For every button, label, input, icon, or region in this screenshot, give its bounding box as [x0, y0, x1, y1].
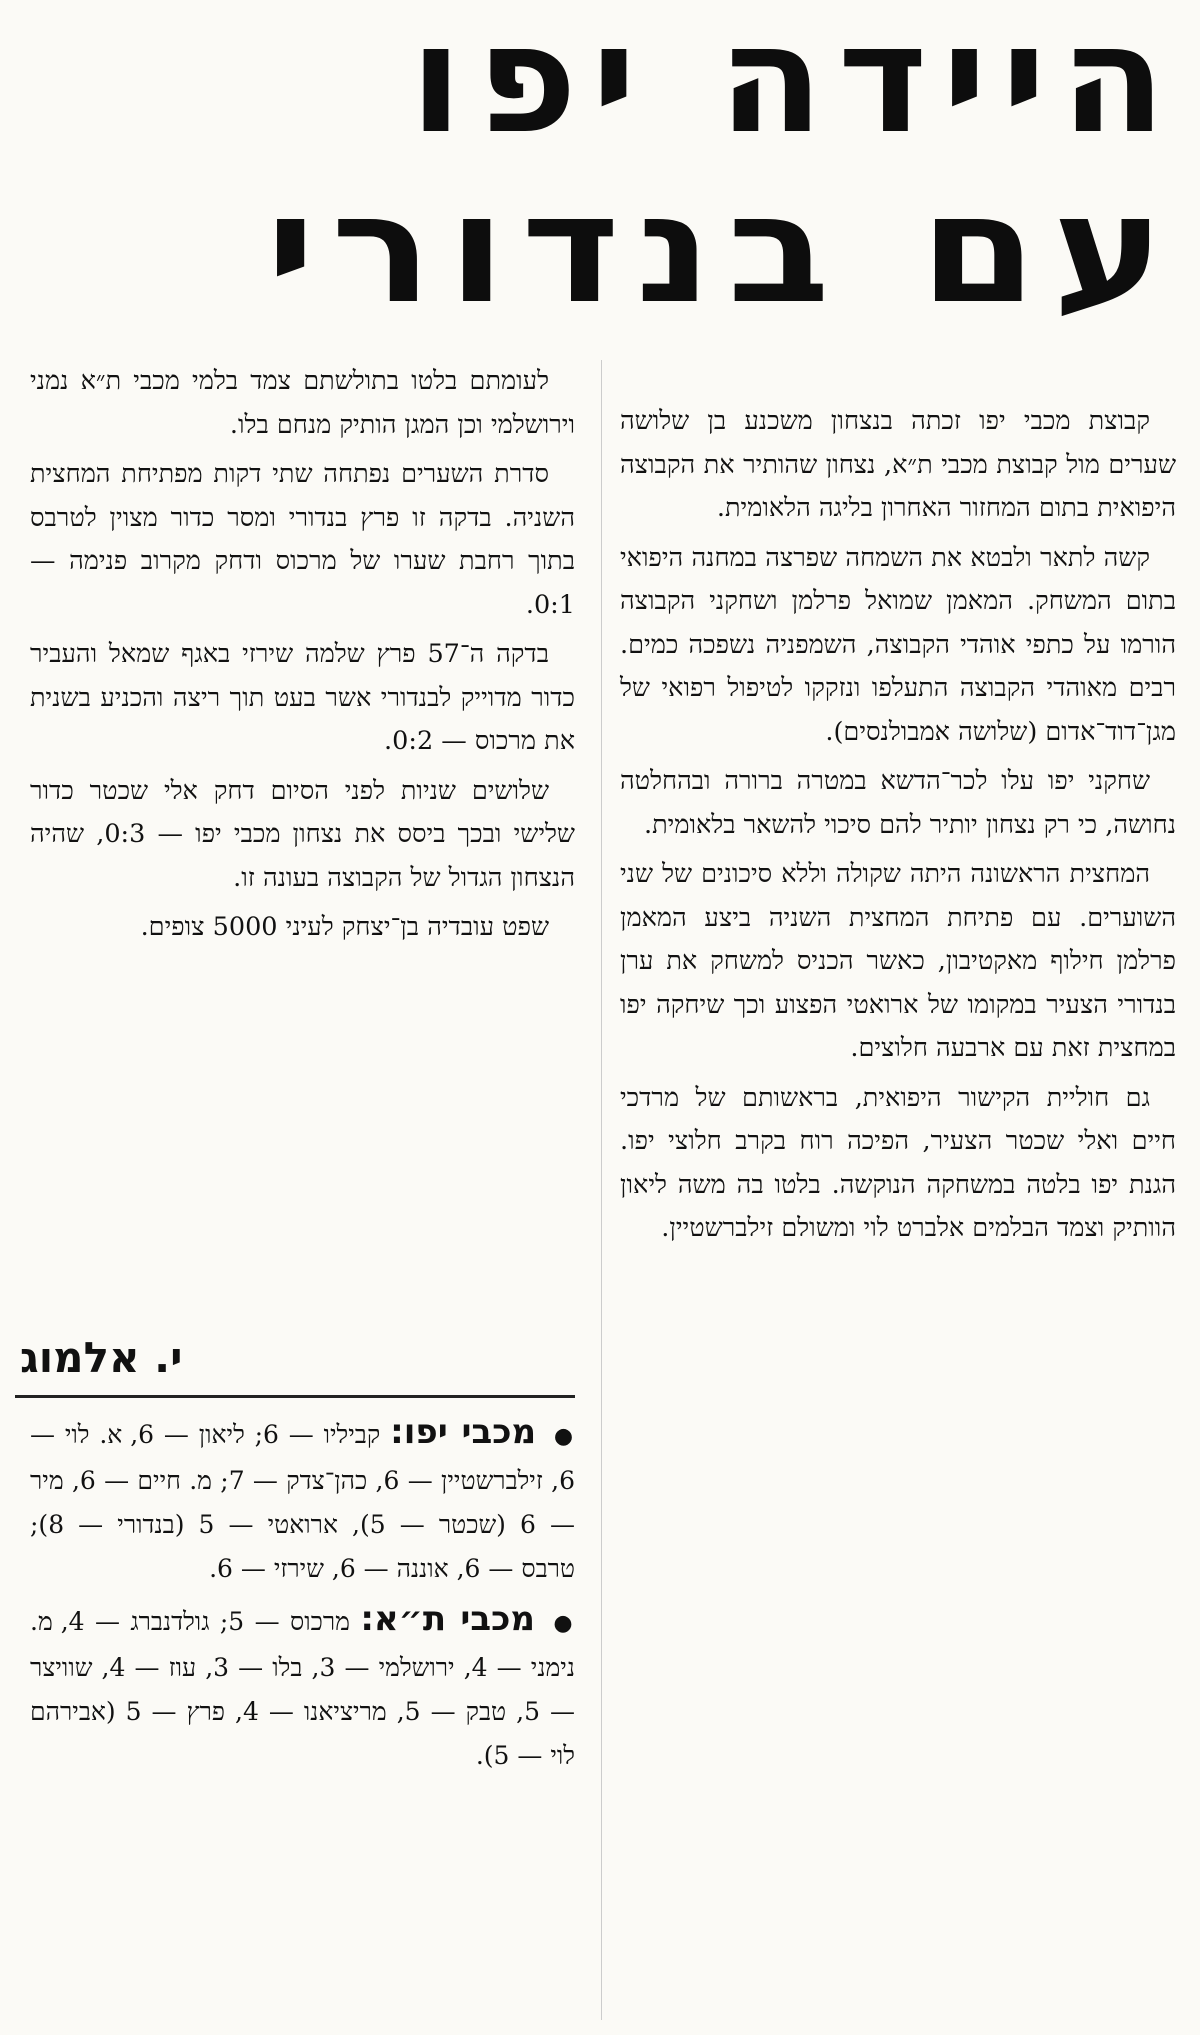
lineup-entry: [30, 1410, 575, 1591]
headline-line-1: היידה יפו: [409, 0, 1180, 167]
paragraph: בדקה ה־57 פרץ שלמה שירזי באגף שמאל והעביר כדור מדוייק לבנדורי אשר בעט תוך ריצה והכניע בשנית את מרכוס — 0:2.: [30, 639, 575, 756]
paragraph: שלושים שניות לפני הסיום דחק אלי שכטר כדור שלישי ובכך ביסס את נצחון מכבי יפו — 0:3, שהיה הנצחון הגדול של הקבוצה בעונה זו.: [30, 775, 575, 893]
paragraph: גם חוליית הקישור היפואית, בראשותם של מרדכי חיים ואלי שכטר הצעיר, הפיכה רוח בקרב חלוצי יפו. הגנת יפו בלטה במשחקה הנוקשה. בלטו בה משה ליאון הוותיק וצמד הבלמים אלברט לוי ומשולם זילברשטיין.: [620, 1082, 1176, 1243]
paragraph: לעומתם בלטו בתולשתם צמד בלמי מכבי ת״א נמני וירושלמי וכן המגן הותיק מנחם בלו.: [30, 366, 575, 440]
paragraph: קבוצת מכבי יפו זכתה בנצחון משכנע בן שלושה שערים מול קבוצת מכבי ת״א, נצחון שהותיר את הקבוצה היפואית בתום המחזור האחרון בליגה הלאומית.: [620, 406, 1176, 523]
lineup-entry: [30, 1597, 575, 1778]
paragraph: המחצית הראשונה היתה שקולה וללא סיכונים של שני השוערים. עם פתיחת המחצית השניה ביצע המאמן פרלמן חילוף מאקטיבון, כאשר הכניס למשחק את ערן בנדורי הצעיר במקומו של ארואטי הפצוע וכך שיחקה יפו במחצית זאת עם ארבעה חלוצים.: [620, 859, 1176, 1063]
team-name: מכבי ת״א:: [360, 1599, 535, 1639]
paragraph: קשה לתאר ולבטא את השמחה שפרצה במחנה היפואי בתום המשחק. המאמן שמואל פרלמן ושחקני הקבוצה הורמו על כתפי אוהדי הקבוצה, השמפניה נשפכה כמים. רבים מאוהדי הקבוצה התעלפו ונזקקו לטיפול רפואי של מגן־דוד־אדום (שלושה אמבולנסים).: [620, 542, 1176, 747]
column-divider: [601, 360, 602, 2020]
team-name: מכבי יפו:: [390, 1412, 537, 1452]
bullet-icon: ●: [553, 1611, 575, 1636]
paragraph: שפט עובדיה בן־יצחק לעיני 5000 צופים.: [140, 912, 549, 942]
player-ratings: מרכוס — 5; גולדנברג — 4, מ. נימני — 4, ירושלמי — 3, בלו — 3, עוז — 4, שוויצר — 5, טבק — 5, מריציאנו — 4, פרץ — 5 (אבירהם לוי — 5).: [30, 1607, 575, 1770]
paragraph: סדרת השערים נפתחה שתי דקות מפתיחת המחצית השניה. בדקה זו פרץ בנדורי ומסר כדור מצוין לטרבס בתוך רחבת שערו של מרכוס ודחק מקרוב פנימה — 0:1.: [30, 459, 575, 620]
section-divider: [15, 1395, 575, 1398]
article-column-left: [30, 360, 575, 950]
author-byline: י. אלמוג: [20, 1333, 183, 1382]
headline: [265, 0, 1200, 337]
paragraph: שחקני יפו עלו לכר־הדשא במטרה ברורה ובהחלטה נחושה, כי רק נצחון יותיר להם סיכוי להשאר בלאומית.: [620, 766, 1176, 840]
article-column-right: [620, 400, 1176, 1251]
bullet-icon: ●: [553, 1424, 576, 1449]
headline-line-2: עם בנדורי: [265, 163, 1180, 337]
player-ratings: קביליו — 6; ליאון — 6, א. לוי — 6, זילברשטיין — 6, כהן־צדק — 7; מ. חיים — 6, מיר — 6 (שכטר — 5), ארואטי — 5 (בנדורי — 8); טרבס — 6, אוננה — 6, שירזי — 6.: [30, 1420, 575, 1583]
team-lineups: [30, 1410, 575, 1778]
